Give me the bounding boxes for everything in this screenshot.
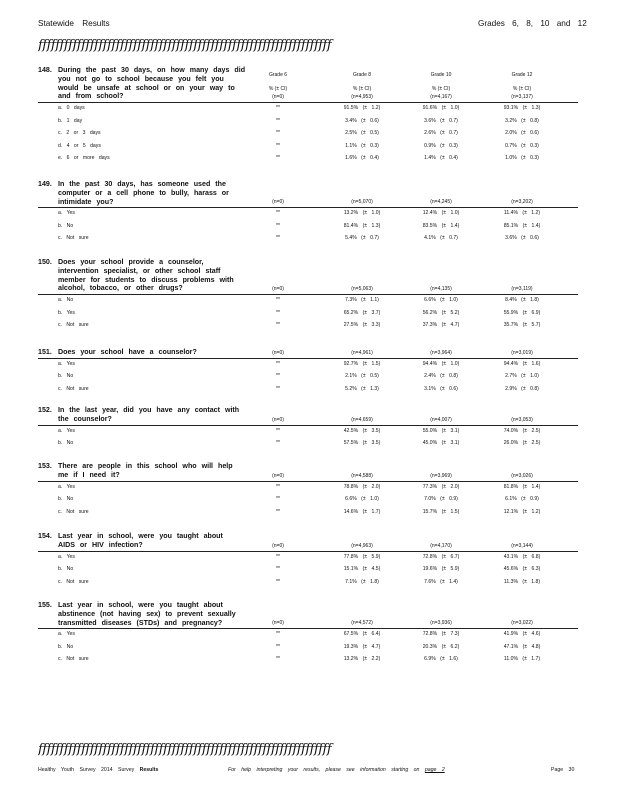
value-g12: 11.3% (± 1.8) [503, 578, 541, 585]
value-g10: 94.4% (± 1.0) [422, 360, 460, 367]
value-g8: 57.5% (± 3.5) [343, 440, 381, 447]
value-g12: 11.0% (± 1.7) [503, 656, 541, 663]
question-divider [38, 551, 578, 552]
answer-row [38, 310, 578, 319]
value-g6: ** [276, 309, 280, 316]
column-header-g6 [248, 72, 308, 92]
sample-size-g12: (n=3,026) [511, 472, 533, 479]
answer-label: e. 6 or more days [58, 155, 110, 162]
value-g12: 3.2% (± 0.8) [505, 117, 539, 124]
value-g8: 78.8% (± 2.0) [343, 483, 381, 490]
value-g12: 8.4% (± 1.8) [505, 297, 539, 304]
value-g12: 45.6% (± 6.3) [503, 566, 541, 573]
value-g10: 45.0% (± 3.1) [422, 440, 460, 447]
value-g8: 65.2% (± 3.7) [343, 309, 381, 316]
answer-row [38, 484, 578, 493]
footer-survey-name: Healthy Youth Survey 2014 Survey [38, 767, 135, 773]
question-line: intimidate you? [58, 197, 114, 206]
answer-label: c. Not sure [58, 508, 89, 515]
question-line-text: Does your school provide a counselor, [58, 258, 204, 266]
question-number: 151. [38, 348, 52, 356]
value-g10: 91.6% (± 1.0) [422, 105, 460, 112]
question-divider [38, 102, 578, 103]
value-g10: 19.6% (± 5.9) [422, 566, 460, 573]
bottom-decorative-border: ffffffffffffffffffffffffffffffffffffffffffffffffffffffffffffffffffff [38, 743, 332, 757]
answer-label: c. Not sure [58, 385, 89, 392]
sample-size-g8: (n=4,953) [351, 94, 373, 101]
value-g12: 55.9% (± 6.9) [503, 309, 541, 316]
value-g10: 77.3% (± 2.0) [422, 483, 460, 490]
value-g10: 6.9% (± 1.6) [424, 656, 458, 663]
value-g8: 92.7% (± 1.5) [343, 360, 381, 367]
value-g6: ** [276, 385, 280, 392]
value-g12: 41.9% (± 4.6) [503, 631, 541, 638]
value-g12: 74.0% (± 2.5) [503, 427, 541, 434]
answer-label: a. Yes [58, 483, 75, 490]
value-g10: 3.6% (± 0.7) [424, 117, 458, 124]
question-number: 154. [38, 532, 52, 540]
answer-label: b. No [58, 643, 74, 650]
value-g6: ** [276, 210, 280, 217]
header-spacer [332, 79, 392, 86]
value-g6: ** [276, 105, 280, 112]
footer-page-link[interactable]: page 2 [424, 767, 445, 773]
answer-label: c. Not sure [58, 235, 89, 242]
answer-label: b. No [58, 222, 74, 229]
answer-label: a. Yes [58, 427, 75, 434]
value-g6: ** [276, 643, 280, 650]
percent-ci-label: % (± CI) [431, 85, 451, 92]
sample-size-g10: (n=4,170) [430, 542, 452, 549]
answer-row [38, 297, 578, 306]
header-spacer [492, 79, 552, 86]
header-spacer [248, 79, 308, 86]
value-g12: 85.1% (± 1.4) [503, 222, 541, 229]
value-g6: ** [276, 322, 280, 329]
value-g12: 0.7% (± 0.3) [505, 142, 539, 149]
question-line: abstinence (not having sex) to prevent sexually [58, 609, 236, 618]
value-g10: 3.1% (± 0.6) [424, 385, 458, 392]
question-line: the counselor? [58, 414, 112, 423]
value-g10: 2.6% (± 0.7) [424, 130, 458, 137]
value-g10: 72.8% (± 7.3) [422, 631, 460, 638]
answer-row [38, 656, 578, 665]
sample-size-g6: (n=0) [272, 349, 284, 356]
answer-row [38, 566, 578, 575]
value-g10: 20.3% (± 6.2) [422, 643, 460, 650]
value-g12: 2.9% (± 0.8) [505, 385, 539, 392]
question-divider [38, 207, 578, 208]
value-g8: 1.1% (± 0.3) [345, 142, 379, 149]
value-g8: 81.4% (± 1.3) [343, 222, 381, 229]
answer-row [38, 118, 578, 127]
top-decorative-border: ffffffffffffffffffffffffffffffffffffffffffffffffffffffffffffffffffff [38, 39, 332, 53]
question-number: 153. [38, 462, 52, 470]
sample-size-g12: (n=3,019) [511, 349, 533, 356]
answer-label: b. No [58, 440, 74, 447]
value-g12: 35.7% (± 5.7) [503, 322, 541, 329]
value-g10: 37.3% (± 4.7) [422, 322, 460, 329]
sample-size-g10: (n=4,007) [430, 416, 452, 423]
value-g10: 7.6% (± 1.4) [424, 578, 458, 585]
question-line-text: In the past 30 days, has someone used the [58, 180, 226, 188]
value-g6: ** [276, 297, 280, 304]
answer-row [38, 322, 578, 331]
value-g6: ** [276, 508, 280, 515]
value-g6: ** [276, 222, 280, 229]
value-g6: ** [276, 142, 280, 149]
grades-label: Grades 6, 8, 10 and 12 [478, 19, 587, 28]
answer-label: d. 4 or 5 days [58, 142, 101, 149]
footer-page-number: Page 30 [551, 767, 575, 773]
question-divider [38, 481, 578, 482]
value-g6: ** [276, 566, 280, 573]
question-number: 149. [38, 180, 52, 188]
value-g8: 1.6% (± 0.4) [345, 155, 379, 162]
value-g10: 4.1% (± 0.7) [424, 235, 458, 242]
value-g8: 77.8% (± 5.9) [343, 553, 381, 560]
value-g12: 47.1% (± 4.8) [503, 643, 541, 650]
question-line: AIDS or HIV infection? [58, 540, 143, 549]
value-g6: ** [276, 130, 280, 137]
answer-label: b. Yes [58, 309, 75, 316]
value-g6: ** [276, 360, 280, 367]
answer-label: c. 2 or 3 days [58, 130, 101, 137]
question-number: 152. [38, 406, 52, 414]
value-g8: 27.5% (± 3.3) [343, 322, 381, 329]
column-header-g8 [332, 72, 392, 92]
answer-row [38, 554, 578, 563]
answer-row [38, 496, 578, 505]
answer-label: b. No [58, 566, 74, 573]
value-g8: 7.3% (± 1.1) [345, 297, 379, 304]
question-line [38, 180, 290, 189]
sample-size-g12: (n=3,202) [511, 199, 533, 206]
answer-label: c. Not sure [58, 322, 89, 329]
answer-row [38, 579, 578, 588]
value-g6: ** [276, 373, 280, 380]
question-line [38, 532, 290, 541]
question-number: 150. [38, 258, 52, 266]
question-divider [38, 294, 578, 295]
value-g10: 55.0% (± 3.1) [422, 427, 460, 434]
value-g10: 2.4% (± 0.8) [424, 373, 458, 380]
answer-row [38, 105, 578, 114]
question-line: intervention specialist, or other school staff [58, 266, 221, 275]
percent-ci-label: % (± CI) [512, 85, 532, 92]
question-divider [38, 358, 578, 359]
footer-survey-title [38, 767, 158, 773]
value-g10: 56.2% (± 5.2) [422, 309, 460, 316]
value-g12: 43.1% (± 6.8) [503, 553, 541, 560]
question-line: transmitted diseases (STDs) and pregnancy? [58, 618, 223, 627]
sample-size-g8: (n=5,070) [351, 199, 373, 206]
value-g8: 6.6% (± 1.0) [345, 496, 379, 503]
sample-size-g10: (n=4,167) [430, 94, 452, 101]
sample-size-g6: (n=0) [272, 199, 284, 206]
value-g10: 6.6% (± 1.0) [424, 297, 458, 304]
value-g10: 12.4% (± 1.0) [422, 210, 460, 217]
answer-row [38, 130, 578, 139]
value-g12: 1.0% (± 0.3) [505, 155, 539, 162]
answer-row [38, 373, 578, 382]
sample-size-g8: (n=4,961) [351, 349, 373, 356]
answer-label: a. No [58, 297, 74, 304]
question-line: me if I need it? [58, 470, 120, 479]
percent-ci-label: % (± CI) [352, 85, 372, 92]
value-g6: ** [276, 117, 280, 124]
value-g6: ** [276, 155, 280, 162]
sample-size-g10: (n=3,936) [430, 620, 452, 627]
grade-label: Grade 10 [430, 72, 452, 78]
question-line: member for students to discuss problems with [58, 275, 234, 284]
value-g8: 42.5% (± 3.5) [343, 427, 381, 434]
question-line-text: Last year in school, were you taught about [58, 601, 223, 609]
footer-help-sentence: For help interpreting your results, please see information starting on [228, 767, 420, 773]
question-line: would be unsafe at school or on your way to [58, 83, 235, 92]
footer-help-text [228, 767, 445, 773]
value-g12: 81.8% (± 1.4) [503, 483, 541, 490]
sample-size-g6: (n=0) [272, 620, 284, 627]
value-g10: 15.7% (± 1.5) [422, 508, 460, 515]
value-g8: 2.1% (± 0.5) [345, 373, 379, 380]
report-title: Statewide Results [38, 19, 110, 28]
answer-label: a. Yes [58, 210, 75, 217]
value-g12: 3.6% (± 0.6) [505, 235, 539, 242]
value-g10: 0.9% (± 0.3) [424, 142, 458, 149]
sample-size-g8: (n=4,963) [351, 542, 373, 549]
value-g10: 72.8% (± 6.7) [422, 553, 460, 560]
grade-label: Grade 6 [268, 72, 288, 78]
sample-size-g10: (n=4,135) [430, 286, 452, 293]
sample-size-g12: (n=3,144) [511, 542, 533, 549]
question-number: 148. [38, 66, 52, 74]
value-g6: ** [276, 496, 280, 503]
answer-label: b. 1 day [58, 117, 83, 124]
answer-label: a. Yes [58, 360, 75, 367]
answer-row [38, 210, 578, 219]
value-g10: 7.0% (± 0.9) [424, 496, 458, 503]
value-g6: ** [276, 553, 280, 560]
value-g12: 93.1% (± 1.3) [503, 105, 541, 112]
answer-label: a. Yes [58, 553, 75, 560]
question-line [38, 406, 290, 415]
value-g6: ** [276, 427, 280, 434]
value-g8: 3.4% (± 0.6) [345, 117, 379, 124]
sample-size-g12: (n=3,119) [511, 286, 533, 293]
sample-size-g12: (n=3,137) [511, 94, 533, 101]
sample-size-g8: (n=5,063) [351, 286, 373, 293]
sample-size-g6: (n=0) [272, 472, 284, 479]
value-g8: 67.5% (± 6.4) [343, 631, 381, 638]
sample-size-g12: (n=3,022) [511, 620, 533, 627]
answer-row [38, 509, 578, 518]
answer-label: b. No [58, 496, 74, 503]
question-line-text: In the last year, did you have any contact with [58, 406, 240, 414]
sample-size-g6: (n=0) [272, 416, 284, 423]
answer-row [38, 223, 578, 232]
sample-size-g10: (n=3,964) [430, 349, 452, 356]
value-g6: ** [276, 483, 280, 490]
answer-row [38, 235, 578, 244]
value-g12: 2.7% (± 1.0) [505, 373, 539, 380]
value-g12: 6.1% (± 0.9) [505, 496, 539, 503]
answer-row [38, 143, 578, 152]
answer-row [38, 386, 578, 395]
question-line-text: Last year in school, were you taught about [58, 532, 223, 540]
grade-label: Grade 8 [352, 72, 372, 78]
value-g12: 11.4% (± 1.2) [503, 210, 541, 217]
question-line-text: Does your school have a counselor? [58, 348, 197, 356]
column-header-g12 [492, 72, 552, 92]
question-line: alcohol, tobacco, or other drugs? [58, 284, 183, 293]
sample-size-g6: (n=0) [272, 94, 284, 101]
question-divider [38, 628, 578, 629]
percent-ci-label: % (± CI) [268, 85, 288, 92]
value-g8: 14.6% (± 1.7) [343, 508, 381, 515]
question-line [38, 258, 290, 267]
value-g8: 2.5% (± 0.5) [345, 130, 379, 137]
value-g6: ** [276, 656, 280, 663]
answer-label: b. No [58, 373, 74, 380]
sample-size-g8: (n=4,588) [351, 472, 373, 479]
value-g8: 91.5% (± 1.2) [343, 105, 381, 112]
value-g10: 1.4% (± 0.4) [424, 155, 458, 162]
value-g8: 19.3% (± 4.7) [343, 643, 381, 650]
question-line: computer or a cell phone to bully, harass or [58, 188, 229, 197]
sample-size-g6: (n=0) [272, 286, 284, 293]
sample-size-g8: (n=4,572) [351, 620, 373, 627]
question-line-text: There are people in this school who will help [58, 462, 233, 470]
answer-row [38, 644, 578, 653]
sample-size-g8: (n=4,659) [351, 416, 373, 423]
value-g8: 5.2% (± 1.3) [345, 385, 379, 392]
answer-row [38, 155, 578, 164]
answer-row [38, 361, 578, 370]
question-number: 155. [38, 601, 52, 609]
value-g6: ** [276, 235, 280, 242]
value-g8: 13.2% (± 2.2) [343, 656, 381, 663]
answer-row [38, 428, 578, 437]
value-g6: ** [276, 440, 280, 447]
value-g12: 12.1% (± 1.2) [503, 508, 541, 515]
footer-results-word: Results [139, 767, 159, 773]
question-line-text: During the past 30 days, on how many days did [58, 66, 246, 74]
sample-size-g12: (n=3,053) [511, 416, 533, 423]
question-line [38, 601, 290, 610]
value-g12: 2.0% (± 0.6) [505, 130, 539, 137]
answer-row [38, 440, 578, 449]
sample-size-g10: (n=3,969) [430, 472, 452, 479]
value-g6: ** [276, 578, 280, 585]
answer-label: a. Yes [58, 631, 75, 638]
grade-label: Grade 12 [511, 72, 533, 78]
header-spacer [411, 79, 471, 86]
question-line: you not go to school because you felt you [58, 74, 224, 83]
value-g8: 7.1% (± 1.8) [345, 578, 379, 585]
value-g8: 13.2% (± 1.0) [343, 210, 381, 217]
sample-size-g10: (n=4,245) [430, 199, 452, 206]
sample-size-g6: (n=0) [272, 542, 284, 549]
value-g12: 26.0% (± 2.5) [503, 440, 541, 447]
question-line: and from school? [58, 92, 124, 101]
answer-row [38, 631, 578, 640]
answer-label: a. 0 days [58, 105, 85, 112]
value-g8: 15.1% (± 4.5) [343, 566, 381, 573]
value-g6: ** [276, 631, 280, 638]
answer-label: c. Not sure [58, 656, 89, 663]
question-line [38, 462, 290, 471]
value-g8: 5.4% (± 0.7) [345, 235, 379, 242]
answer-label: c. Not sure [58, 578, 89, 585]
column-header-g10 [411, 72, 471, 92]
question-divider [38, 425, 578, 426]
value-g10: 83.5% (± 1.4) [422, 222, 460, 229]
value-g12: 94.4% (± 1.6) [503, 360, 541, 367]
